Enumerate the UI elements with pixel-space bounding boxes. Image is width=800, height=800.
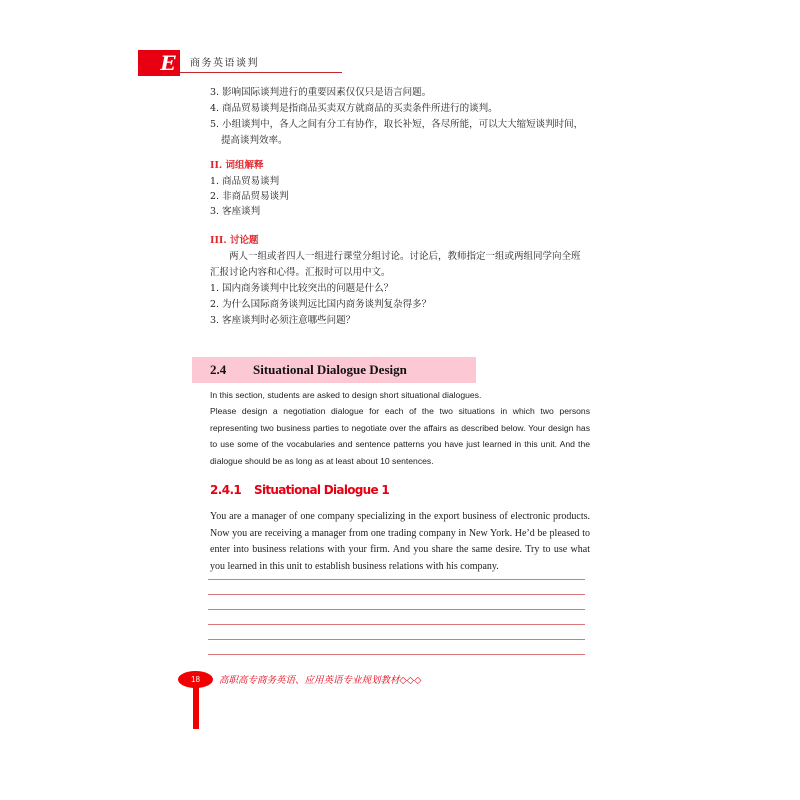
section-iii-heading xyxy=(210,233,258,248)
list-item xyxy=(210,313,355,328)
section-instructions-paragraph: Please design a negotiation dialogue for each of the two situations in which two persons representing two business parties to negotiate over the affairs as described below. Your design has to use some of the vocabularies and sentence patterns you have just learned in this unit. And the dialogue should be as long as at least about 10 sentences. xyxy=(210,406,590,466)
item-number: 3. xyxy=(210,315,220,326)
answer-line xyxy=(208,579,585,580)
intro-line: 两人一组或者四人一组进行课堂分组讨论。讨论后，教师指定一组或两组同学向全班 xyxy=(229,251,581,262)
answer-line xyxy=(208,594,585,595)
list-item xyxy=(210,174,279,189)
list-item xyxy=(210,85,431,100)
answer-line xyxy=(208,609,585,610)
item-number: 2. xyxy=(210,299,220,310)
section-number: 2.4 xyxy=(210,362,227,377)
intro-line: 汇报讨论内容和心得。汇报时可以用中文。 xyxy=(210,267,391,278)
item-number: 3. xyxy=(210,87,220,98)
subsection-title: Situational Dialogue 1 xyxy=(254,483,390,497)
answer-line xyxy=(208,624,585,625)
item-number: 5. xyxy=(210,119,220,130)
item-text: 国内商务谈判中比较突出的问题是什么？ xyxy=(222,283,394,294)
logo-e-icon: E xyxy=(160,51,176,75)
item-number: 2. xyxy=(210,191,220,202)
section-ii-heading xyxy=(210,158,264,173)
item-text: 非商品贸易谈判 xyxy=(222,191,289,202)
list-item xyxy=(210,189,289,204)
list-item xyxy=(210,101,498,116)
item-text: 为什么国际商务谈判远比国内商务谈判复杂得多？ xyxy=(222,299,432,310)
list-item-continuation: 提高谈判效率。 xyxy=(221,135,288,146)
item-text: 商品贸易谈判是指商品买卖双方就商品的买卖条件所进行的谈判。 xyxy=(222,103,498,114)
item-number: 3. xyxy=(210,206,220,217)
item-text: 商品贸易谈判 xyxy=(222,176,280,187)
heading-number: III. xyxy=(210,235,227,246)
subsection-number: 2.4.1 xyxy=(210,483,242,497)
item-text: 影响国际谈判进行的重要因素仅仅只是语言问题。 xyxy=(222,87,432,98)
header-rule xyxy=(180,72,342,73)
list-item xyxy=(210,117,583,132)
item-text: 小组谈判中，各人之间有分工有协作，取长补短，各尽所能，可以大大缩短谈判时间， xyxy=(222,119,584,130)
section-intro-paragraph: In this section, students are asked to design short situational dialogues. xyxy=(210,390,482,400)
item-number: 4. xyxy=(210,103,220,114)
series-title: 高职高专商务英语、应用英语专业规划教材◇◇◇ xyxy=(219,675,422,686)
item-number: 1. xyxy=(210,283,220,294)
heading-text: 讨论题 xyxy=(229,235,259,246)
page-marker-stem xyxy=(193,686,199,729)
answer-line xyxy=(208,639,585,640)
dialogue-scenario-paragraph: You are a manager of one company specializing in the export business of electronic products. Now you are receiving a manager from one trading company in New York. He’d be pleased to enter into business relations with your firm. And you share the same desire. Try to use what you learned in this unit to establish business relations with his company. xyxy=(210,511,590,572)
heading-text: 词组解释 xyxy=(225,160,264,171)
heading-number: II. xyxy=(210,160,223,171)
list-item xyxy=(210,297,431,312)
section-title: Situational Dialogue Design xyxy=(253,362,407,377)
item-text: 客座谈判时必须注意哪些问题？ xyxy=(222,315,356,326)
answer-line xyxy=(208,654,585,655)
list-item xyxy=(210,281,393,296)
item-number: 1. xyxy=(210,176,220,187)
page-number: 18 xyxy=(178,671,213,688)
book-title: 商务英语谈判 xyxy=(190,58,259,69)
item-text: 客座谈判 xyxy=(222,206,261,217)
list-item xyxy=(210,204,260,219)
